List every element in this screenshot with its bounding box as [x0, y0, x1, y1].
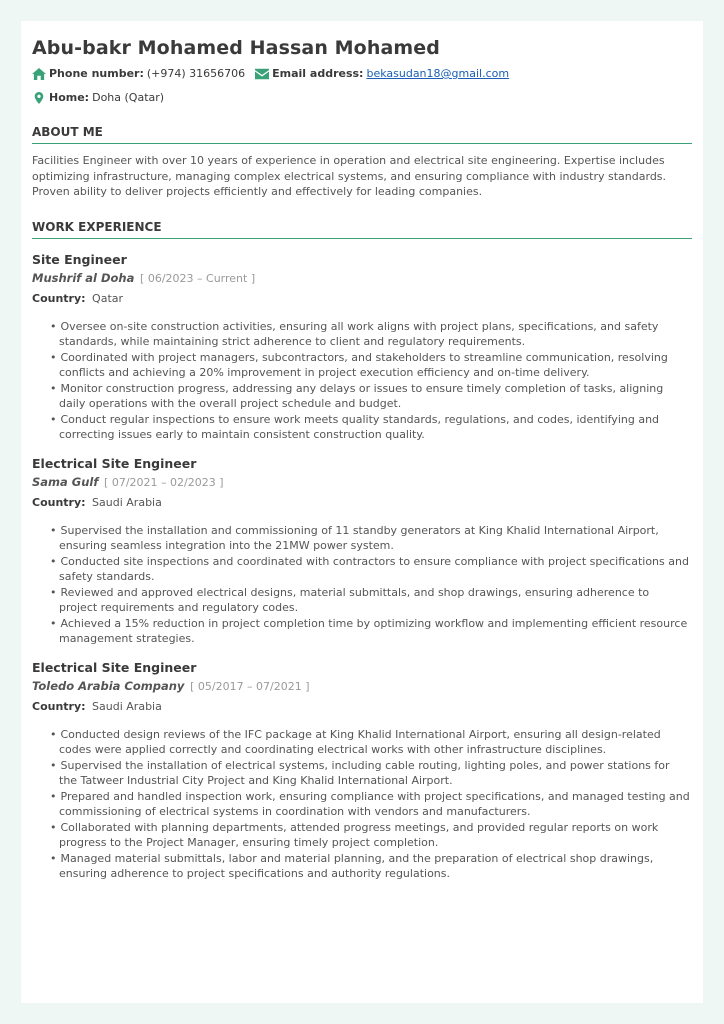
work-heading: WORK EXPERIENCE: [32, 220, 692, 239]
job-bullets: [32, 523, 692, 647]
country-label: Country:: [32, 699, 86, 713]
home-label: Home:: [49, 91, 90, 104]
bullet-text: Conduct regular inspections to ensure work meets quality standards, regulations, and codes, identifying and correcting issues early to maintain consistent construction quality.: [59, 412, 660, 441]
phone-value: (+974) 31656706: [146, 67, 246, 80]
job-title: Electrical Site Engineer: [32, 455, 197, 471]
envelope-icon: [255, 68, 269, 80]
country-value: Saudi Arabia: [92, 699, 162, 713]
resume-page: [21, 21, 703, 1003]
bullet-item: • Conduct regular inspections to ensure work meets quality standards, regulations, and codes, identifying and correcting issues early to maintain consistent construction quality.: [50, 412, 660, 441]
job-entry: [32, 660, 692, 882]
email-label: Email address:: [272, 67, 364, 80]
country-label: Country:: [32, 495, 86, 509]
candidate-name: Abu-bakr Mohamed Hassan Mohamed: [32, 37, 440, 59]
bullet-text: Coordinated with project managers, subcontractors, and stakeholders to streamline communication, resolving conflicts and achieving a 20% improvement in project execution efficiency and on-time delivery.: [59, 350, 668, 379]
job-dates: [ 07/2021 – 02/2023 ]: [104, 475, 224, 489]
bullet-item: • Conducted design reviews of the IFC package at King Khalid International Airport, ensuring all design-related codes were applied correctly and coordinating electrical works with other infrastructure disciplines.: [50, 727, 661, 756]
bullet-text: Collaborated with planning departments, attended progress meetings, and provided regular reports on work progress to the Project Manager, ensuring timely project completion.: [59, 820, 659, 849]
contact-row: [32, 67, 692, 81]
bullet-item: • Achieved a 15% reduction in project completion time by optimizing workflow and implementing efficient resource management strategies.: [50, 616, 688, 645]
bullet-item: • Oversee on-site construction activities, ensuring all work aligns with project plans, specifications, and safety standards, while maintaining strict adherence to client and regulatory requirements.: [50, 319, 659, 348]
email-link[interactable]: bekasudan18@gmail.com: [366, 67, 510, 80]
job-title: Electrical Site Engineer: [32, 659, 197, 675]
home-row: [32, 91, 692, 105]
bullet-text: Monitor construction progress, addressing any delays or issues to ensure timely completion of tasks, aligning daily operations with the overall project schedule and budget.: [59, 381, 664, 410]
job-dates: [ 06/2023 – Current ]: [140, 271, 256, 285]
job-meta: [32, 271, 692, 285]
bullet-text: Supervised the installation of electrical systems, including cable routing, lighting poles, and power stations for the Tatweer Industrial City Project and King Khalid International Airport.: [59, 758, 670, 787]
job-bullets: [32, 319, 692, 443]
bullet-item: • Prepared and handled inspection work, ensuring compliance with project specifications, and managed testing and commissioning of electrical systems in coordination with vendors and manufacturers.: [50, 789, 690, 818]
employer-name: Sama Gulf: [32, 474, 99, 489]
bullet-item: • Supervised the installation and commissioning of 11 standby generators at King Khalid International Airport, ensuring seamless integration into the 21MW power system.: [50, 523, 659, 552]
bullet-item: • Supervised the installation of electrical systems, including cable routing, lighting poles, and power stations for the Tatweer Industrial City Project and King Khalid International Airport.: [50, 758, 670, 787]
home-icon: [32, 68, 46, 80]
country-value: Qatar: [92, 291, 124, 305]
bullet-text: Reviewed and approved electrical designs, material submittals, and shop drawings, ensuring adherence to project requirements and regulatory codes.: [59, 585, 650, 614]
bullet-item: • Monitor construction progress, addressing any delays or issues to ensure timely completion of tasks, aligning daily operations with the overall project schedule and budget.: [50, 381, 664, 410]
phone-label: Phone number:: [49, 67, 144, 80]
employer-name: Mushrif al Doha: [32, 270, 135, 285]
job-title: Site Engineer: [32, 251, 127, 267]
about-heading: ABOUT ME: [32, 125, 692, 144]
bullet-text: Managed material submittals, labor and material planning, and the preparation of electrical shop drawings, ensuring adherence to project specifications and authority regulations.: [59, 851, 654, 880]
bullet-text: Supervised the installation and commissioning of 11 standby generators at King Khalid International Airport, ensuring seamless integration into the 21MW power system.: [59, 523, 659, 552]
bullet-text: Prepared and handled inspection work, ensuring compliance with project specifications, and managed testing and commissioning of electrical systems in coordination with vendors and manufacturers.: [59, 789, 690, 818]
about-text: Facilities Engineer with over 10 years of experience in operation and electrical site engineering. Expertise includes optimizing infrastructure, managing complex electrical systems, and ensuring compliance with industry standards. Proven ability to deliver projects efficiently and effectively for leading companies.: [32, 154, 667, 198]
bullet-item: • Reviewed and approved electrical designs, material submittals, and shop drawings, ensuring adherence to project requirements and regulatory codes.: [50, 585, 650, 614]
phone-contact: [32, 67, 245, 81]
bullet-text: Conducted site inspections and coordinated with contractors to ensure compliance with project specifications and safety standards.: [59, 554, 689, 583]
job-entry: [32, 252, 692, 443]
bullet-item: • Conducted site inspections and coordinated with contractors to ensure compliance with project specifications and safety standards.: [50, 554, 689, 583]
job-country: [32, 292, 692, 305]
email-contact: [255, 67, 509, 81]
bullet-item: • Coordinated with project managers, subcontractors, and stakeholders to streamline communication, resolving conflicts and achieving a 20% improvement in project execution efficiency and on-time delivery.: [50, 350, 668, 379]
job-bullets: [32, 727, 692, 882]
bullet-text: Achieved a 15% reduction in project completion time by optimizing workflow and implementing efficient resource management strategies.: [59, 616, 688, 645]
bullet-text: Oversee on-site construction activities, ensuring all work aligns with project plans, specifications, and safety standards, while maintaining strict adherence to client and regulatory requirements.: [59, 319, 659, 348]
map-pin-icon: [32, 92, 46, 104]
bullet-item: • Managed material submittals, labor and material planning, and the preparation of electrical shop drawings, ensuring adherence to project specifications and authority regulations.: [50, 851, 654, 880]
country-value: Saudi Arabia: [92, 495, 162, 509]
country-label: Country:: [32, 291, 86, 305]
home-value: Doha (Qatar): [92, 91, 165, 104]
job-country: [32, 700, 692, 713]
job-dates: [ 05/2017 – 07/2021 ]: [190, 679, 310, 693]
job-country: [32, 496, 692, 509]
job-meta: [32, 679, 692, 693]
employer-name: Toledo Arabia Company: [32, 678, 185, 693]
job-meta: [32, 475, 692, 489]
job-entry: [32, 456, 692, 647]
bullet-item: • Collaborated with planning departments, attended progress meetings, and provided regular reports on work progress to the Project Manager, ensuring timely project completion.: [50, 820, 659, 849]
home-contact: [32, 91, 164, 105]
bullet-text: Conducted design reviews of the IFC package at King Khalid International Airport, ensuring all design-related codes were applied correctly and coordinating electrical works with other infrastructure disciplines.: [59, 727, 661, 756]
